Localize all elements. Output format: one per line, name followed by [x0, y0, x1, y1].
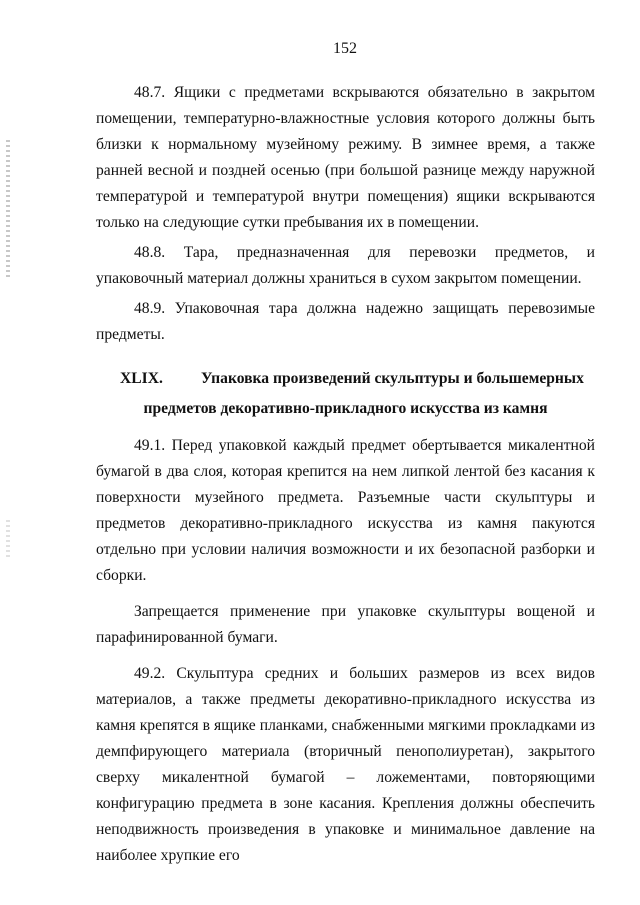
section-48	[96, 80, 595, 348]
paragraph-49-2: 49.2. Скульптура средних и больших размеров из всех видов материалов, а также предметы декоративно-прикладного искусства из камня крепятся в ящике планками, снабженными мягкими прокладками из демпфирующего материала (вторичный пенополиуретан), закрытого сверху микалентной бумагой – ложементами, повторяющими конфигурацию предмета в зоне касания. Крепления должны обеспечить неподвижность произведения в упаковке и минимальное давление на наиболее хрупкие его	[96, 665, 595, 864]
chapter-title-line-1: Упаковка произведений скульптуры и большемерных	[201, 370, 584, 387]
paragraph-48-7: 48.7. Ящики с предметами вскрываются обязательно в закрытом помещении, температурно-влажностные условия которого должны быть близки к нормальному музейному режиму. В зимнее время, а также ранней весной и поздней осенью (при большой разнице между наружной температурой и температурой внутри помещения) ящики вскрываются только на следующие сутки пребывания их в помещении.	[96, 84, 595, 231]
paragraph-prohibition: Запрещается применение при упаковке скульптуры вощеной и парафинированной бумаги.	[96, 603, 595, 646]
section-49	[96, 433, 595, 869]
paragraph-49-1: 49.1. Перед упаковкой каждый предмет обертывается микалентной бумагой в два слоя, которая крепится на нем липкой лентой без касания к поверхности музейного предмета. Разъемные части скульптуры и предметов декоративно-прикладного искусства из камня пакуются отдельно при условии наличия возможности и их безопасной разборки и сборки.	[96, 437, 595, 584]
scan-artifact	[6, 520, 10, 560]
page-number: 152	[333, 40, 357, 57]
paragraph-48-8: 48.8. Тара, предназначенная для перевозки предметов, и упаковочный материал должны храниться в сухом закрытом помещении.	[96, 244, 595, 287]
paragraph-48-9: 48.9. Упаковочная тара должна надежно защищать перевозимые предметы.	[96, 300, 595, 343]
chapter-title-line-2: предметов декоративно-прикладного искусства из камня	[143, 400, 548, 417]
scan-artifact	[6, 140, 10, 280]
chapter-number: XLIX.	[120, 370, 163, 387]
